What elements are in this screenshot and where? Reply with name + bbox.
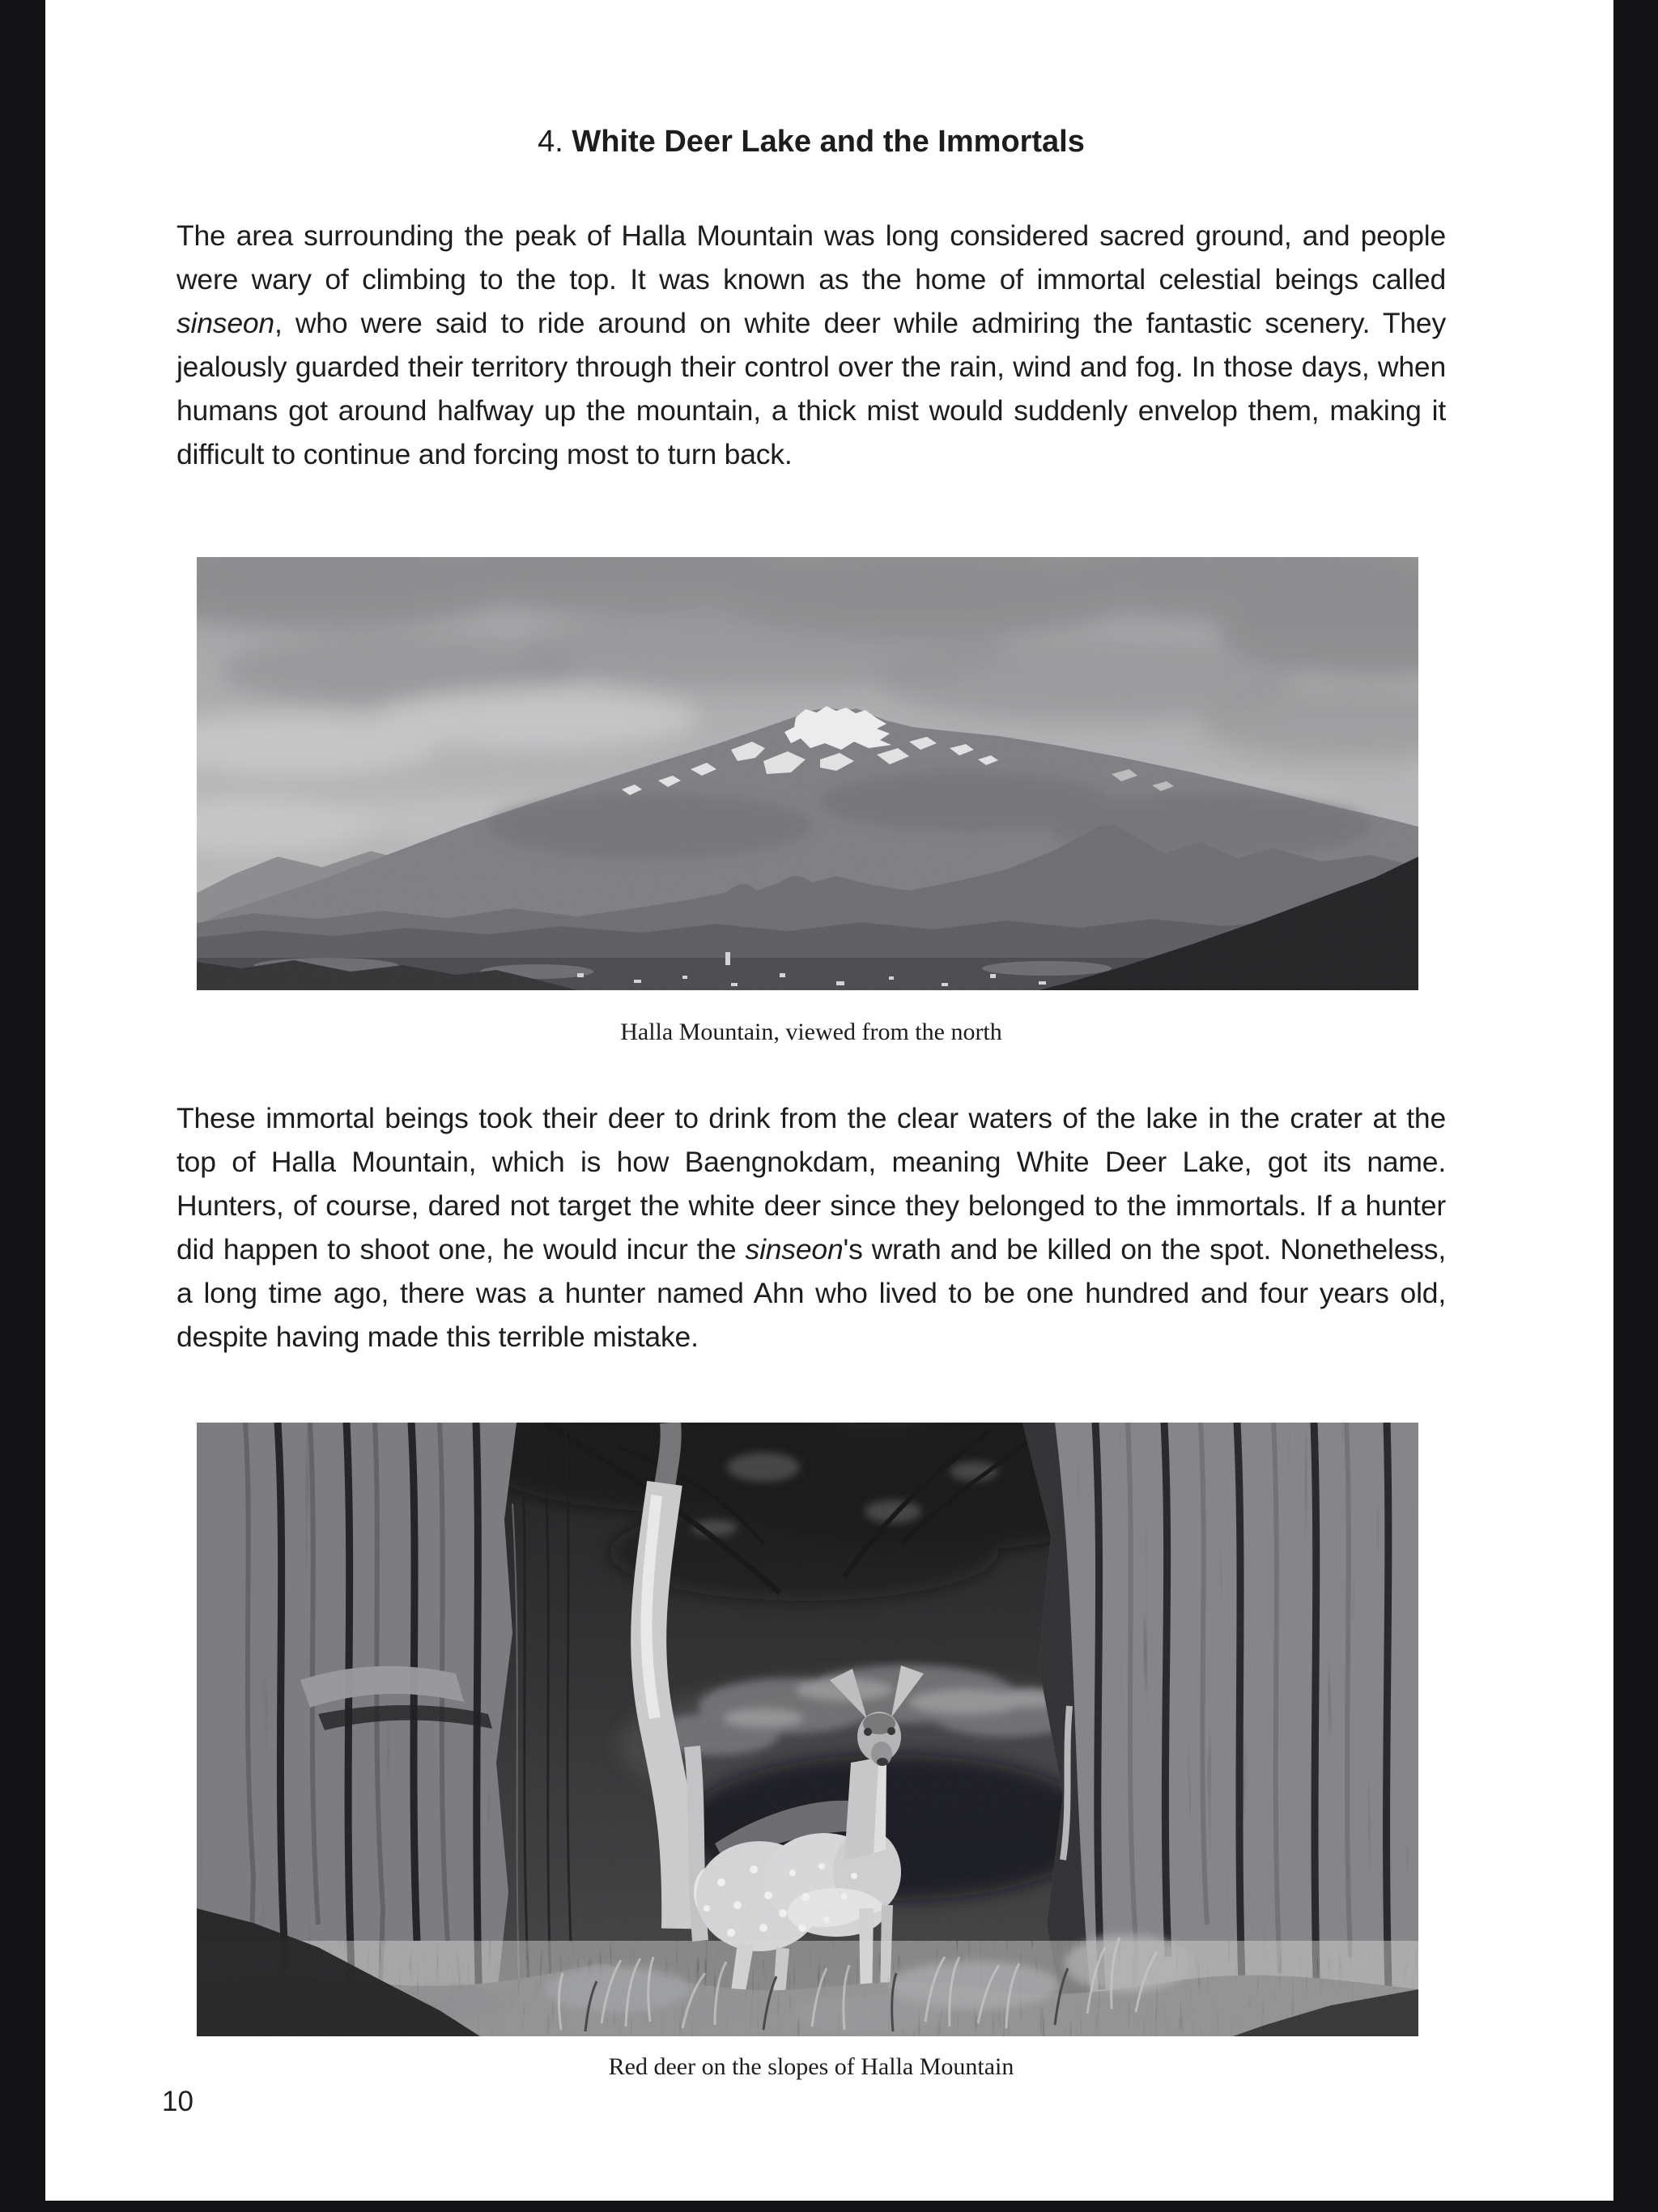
deer-photo bbox=[197, 1423, 1418, 2036]
film-grain bbox=[197, 557, 1418, 990]
body-paragraph-2: These immortal beings took their deer to drink from the clear waters of the lake in the crater at the top of Halla Mountain, which is how Baengnokdam, meaning White Deer Lake, got its name. Hunters, of course, dared not target the white deer since they belonged to the immortals. If a hunter did happen to shoot one, he would incur the sinseon's wrath and be killed on the spot. Nonetheless, a long time ago, there was a hunter named Ahn who lived to be one hundred and four years old, despite having made this terrible mistake. bbox=[176, 1101, 1447, 1353]
book-page bbox=[45, 0, 1613, 2201]
halla-mountain-photo bbox=[197, 557, 1418, 990]
mountain-photo-art bbox=[197, 557, 1418, 990]
figure-caption-2: Red deer on the slopes of Halla Mountain bbox=[608, 2053, 1014, 2080]
film-grain bbox=[197, 1423, 1418, 2036]
deer-photo-art bbox=[197, 1423, 1418, 2036]
page-number: 10 bbox=[162, 2086, 193, 2117]
chapter-title: 4. White Deer Lake and the Immortals bbox=[538, 125, 1085, 160]
figure-caption-1: Halla Mountain, viewed from the north bbox=[620, 1019, 1002, 1045]
body-paragraph-1: The area surrounding the peak of Halla Mountain was long considered sacred ground, and people were wary of climbing to the top. It was known as the home of immortal celestial beings called sinseon, who were said to ride around on white deer while admiring the fantastic scenery. They jealously guarded their territory through their control over the rain, wind and fog. In those days, when humans got around halfway up the mountain, a thick mist would suddenly envelop them, making it difficult to continue and forcing most to turn back. bbox=[176, 219, 1446, 470]
